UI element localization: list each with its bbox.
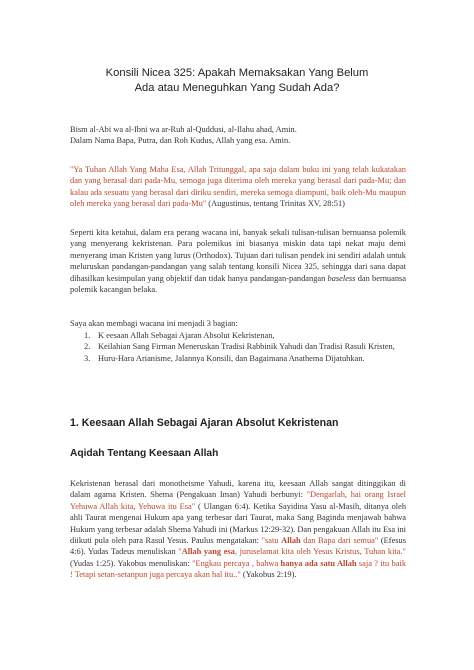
section-heading: 1. Keesaan Allah Sebagai Ajaran Absolut Kekristenan	[70, 417, 339, 429]
prayer-quote: "Ya Tuhan Allah Yang Maha Esa, Allah Tritunggal, apa saja dalam buku ini yang telah kukatakan dan yang berasal dari pada-Mu, semoga juga diterima oleh mereka yang berasal dari pada-Mu; dan kalau ada sesuatu yang berasal dari diriku sendiri, mereka semoga diampuni, baik oleh-Mu maupun oleh mereka yang berasal dari pada-Mu"	[70, 165, 406, 209]
invocation-indonesian: Dalam Nama Bapa, Putra, dan Roh Kudus, Allah yang esa. Amin.	[70, 136, 291, 146]
jude-quote: , juruselamat kita oleh Yesus Kristus, Tuhan kita."	[234, 547, 406, 557]
prayer-source: (Augustinus, tentang Trinitas XV, 28:51)	[206, 199, 345, 209]
shema-quote: "Dengarlah, hai orang Israel Yehuwa Allah kita, Yehuwa itu Esa"	[70, 490, 406, 511]
outline-item-text: K eesaan Allah Sebagai Ajaran Absolut Kekristenan,	[98, 331, 275, 340]
intro-text-2: dan bernuansa polemik kacangan belaka.	[70, 273, 406, 295]
body-text: (Efesus 4:6). Yudas Tadeus menuliskan	[70, 536, 407, 557]
jude-quote-emphasis: Allah yang esa	[181, 547, 235, 557]
body-text: ( Ulangan 6:4). Ketika Sayidina Yasu al-Masih, ditanya oleh ahli Taurat mengenai Hukum apa yang terbesar dari Taurat, maka Sang Baginda menjawab bahwa Hukum yang terbesar adalah Shema Yahudi ini (Markus 12:29-32). Dan pengakuan Allah itu Esa ini diikuti pula oleh para Rasul Yesus. Paulus mengatakan:	[70, 501, 407, 546]
augustine-prayer	[70, 164, 406, 210]
title-line-2: Ada atau Meneguhkan Yang Sudah Ada?	[134, 81, 340, 94]
body-paragraph	[70, 478, 406, 581]
intro-text-1: Seperti kita ketahui, dalam era perang wacana ini, banyak sekali tulisan-tulisan bernuansa polemik yang menyerang kekristenan. Para polemikus ini biasanya miskin data tapi nekat maju demi menyerang iman Kristen yang lurus (Orthodox). Tujuan dari tulisan pendek ini sendiri adalah untuk meluruskan pandangan-pandangan yang salah tentang konsili Nicea 325, sehingga dari sana dapat dihasilkan kesimpulan yang objektif dan tidak hanya pandangan-pandangan	[70, 228, 406, 283]
james-quote: saja ? itu baik ! Tetapi setan-setanpun juga percaya akan hal itu.."	[70, 558, 407, 580]
outline-lead: Saya akan membagi wacana ini menjadi 3 bagian:	[70, 319, 238, 328]
outline-item-text: Huru-Hara Arianisme, Jalannya Konsili, dan Bagaimana Anathema Dijatuhkan.	[98, 353, 365, 363]
body-text: Kekristenan berasal dari monotheisme Yahudi, karena itu, keesaan Allah sangat ditinggikan di dalam agama Kristen. Shema (Pengakuan Iman) Yahudi berbunyi:	[70, 479, 406, 500]
title-line-1: Konsili Nicea 325: Apakah Memaksakan Yang Belum	[105, 67, 369, 79]
document-title	[70, 66, 404, 95]
invocation-arabic: Bism al-Abi wa al-Ibni wa ar-Ruh al-Quddusi, al-Ilahu ahad, Amin.	[70, 125, 297, 134]
outline-item-text: Keilahian Sang Firman Meneruskan Tradisi Rabbinik Yahudi dan Tradisi Rasuli Kristen,	[98, 342, 395, 352]
ephesians-quote: "satu	[261, 536, 282, 546]
body-text: (Yudas 1:25). Yakobus menuliskan:	[70, 558, 193, 568]
intro-emphasis: baseless	[327, 273, 356, 283]
jude-quote: "	[178, 547, 182, 557]
outline-item	[70, 330, 406, 341]
ephesians-quote: dan Bapa dari semua"	[300, 536, 379, 546]
james-quote: "Engkau percaya , bahwa	[192, 558, 281, 568]
ephesians-quote-emphasis: Allah	[281, 536, 301, 546]
outline-item-number: 2.	[84, 342, 91, 352]
outline-item-number: 1.	[84, 331, 91, 340]
section-subheading: Aqidah Tentang Keesaan Allah	[70, 448, 219, 459]
intro-paragraph	[70, 227, 406, 295]
outline-item-number: 3.	[84, 353, 91, 363]
outline-list	[70, 330, 406, 364]
body-text: (Yakobus 2:19).	[240, 570, 297, 580]
james-quote-emphasis: hanya ada satu Allah	[280, 558, 357, 568]
opening-invocation	[70, 124, 406, 147]
outline-item	[70, 353, 406, 364]
outline-item	[70, 341, 406, 352]
